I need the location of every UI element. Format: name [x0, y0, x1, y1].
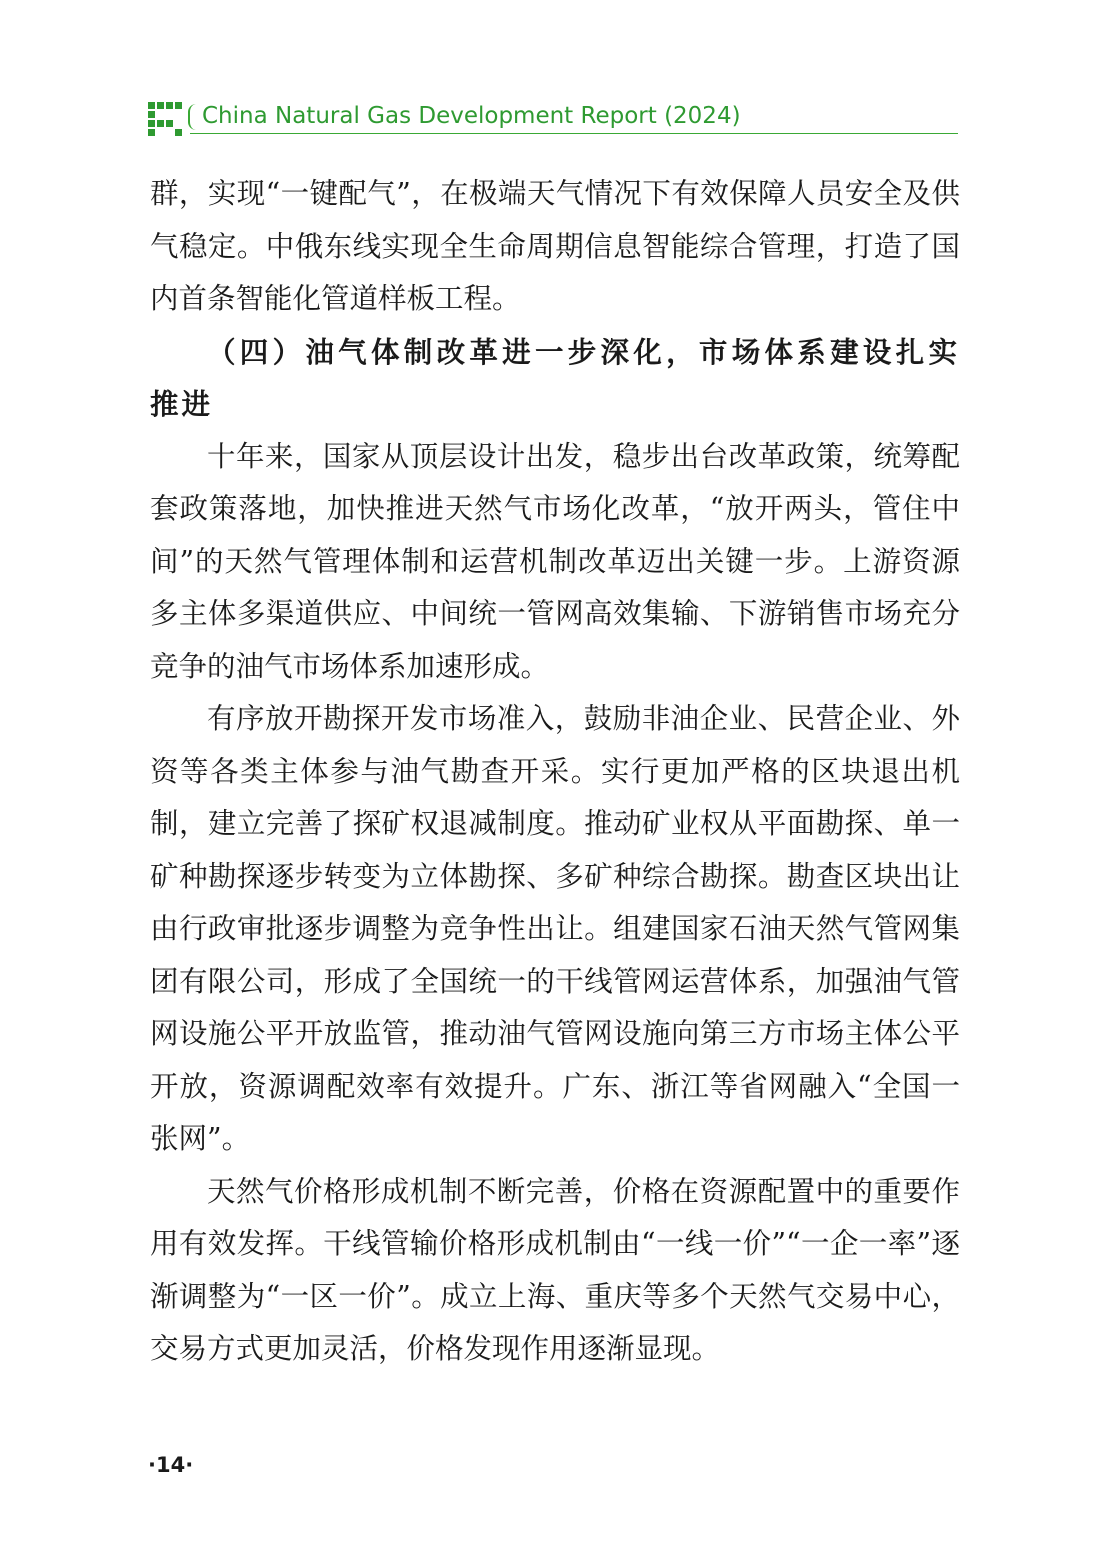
header-rule	[190, 133, 958, 134]
report-title: China Natural Gas Development Report (2024)	[202, 103, 741, 129]
body-paragraph-3: 天然气价格形成机制不断完善，价格在资源配置中的重要作用有效发挥。干线管输价格形成机制由“一线一价”“一企一率”逐渐调整为“一区一价”。成立上海、重庆等多个天然气交易中心，交易方式更加灵活，价格发现作用逐渐显现。	[150, 1174, 960, 1365]
page-body	[150, 168, 960, 1376]
continuation-paragraph: 群，实现“一键配气”，在极端天气情况下有效保障人员安全及供气稳定。中俄东线实现全生命周期信息智能综合管理，打造了国内首条智能化管道样板工程。	[150, 177, 960, 315]
body-paragraph-1: 十年来，国家从顶层设计出发，稳步出台改革政策，统筹配套政策落地，加快推进天然气市场化改革，“放开两头，管住中间”的天然气管理体制和运营机制改革迈出关键一步。上游资源多主体多渠道供应、中间统一管网高效集输、下游销售市场充分竞争的油气市场体系加速形成。	[150, 439, 960, 683]
section-heading: （四）油气体制改革进一步深化，市场体系建设扎实推进	[150, 334, 960, 421]
header-bracket-decoration	[188, 104, 196, 130]
report-logo-icon	[148, 102, 182, 136]
running-header	[148, 100, 958, 140]
body-paragraph-2: 有序放开勘探开发市场准入，鼓励非油企业、民营企业、外资等各类主体参与油气勘查开采。实行更加严格的区块退出机制，建立完善了探矿权退减制度。推动矿业权从平面勘探、单一矿种勘探逐步转变为立体勘探、多矿种综合勘探。勘查区块出让由行政审批逐步调整为竞争性出让。组建国家石油天然气管网集团有限公司，形成了全国统一的干线管网运营体系，加强油气管网设施公平开放监管，推动油气管网设施向第三方市场主体公平开放，资源调配效率有效提升。广东、浙江等省网融入“全国一张网”。	[150, 702, 960, 1155]
page-number: ·14·	[148, 1453, 194, 1477]
